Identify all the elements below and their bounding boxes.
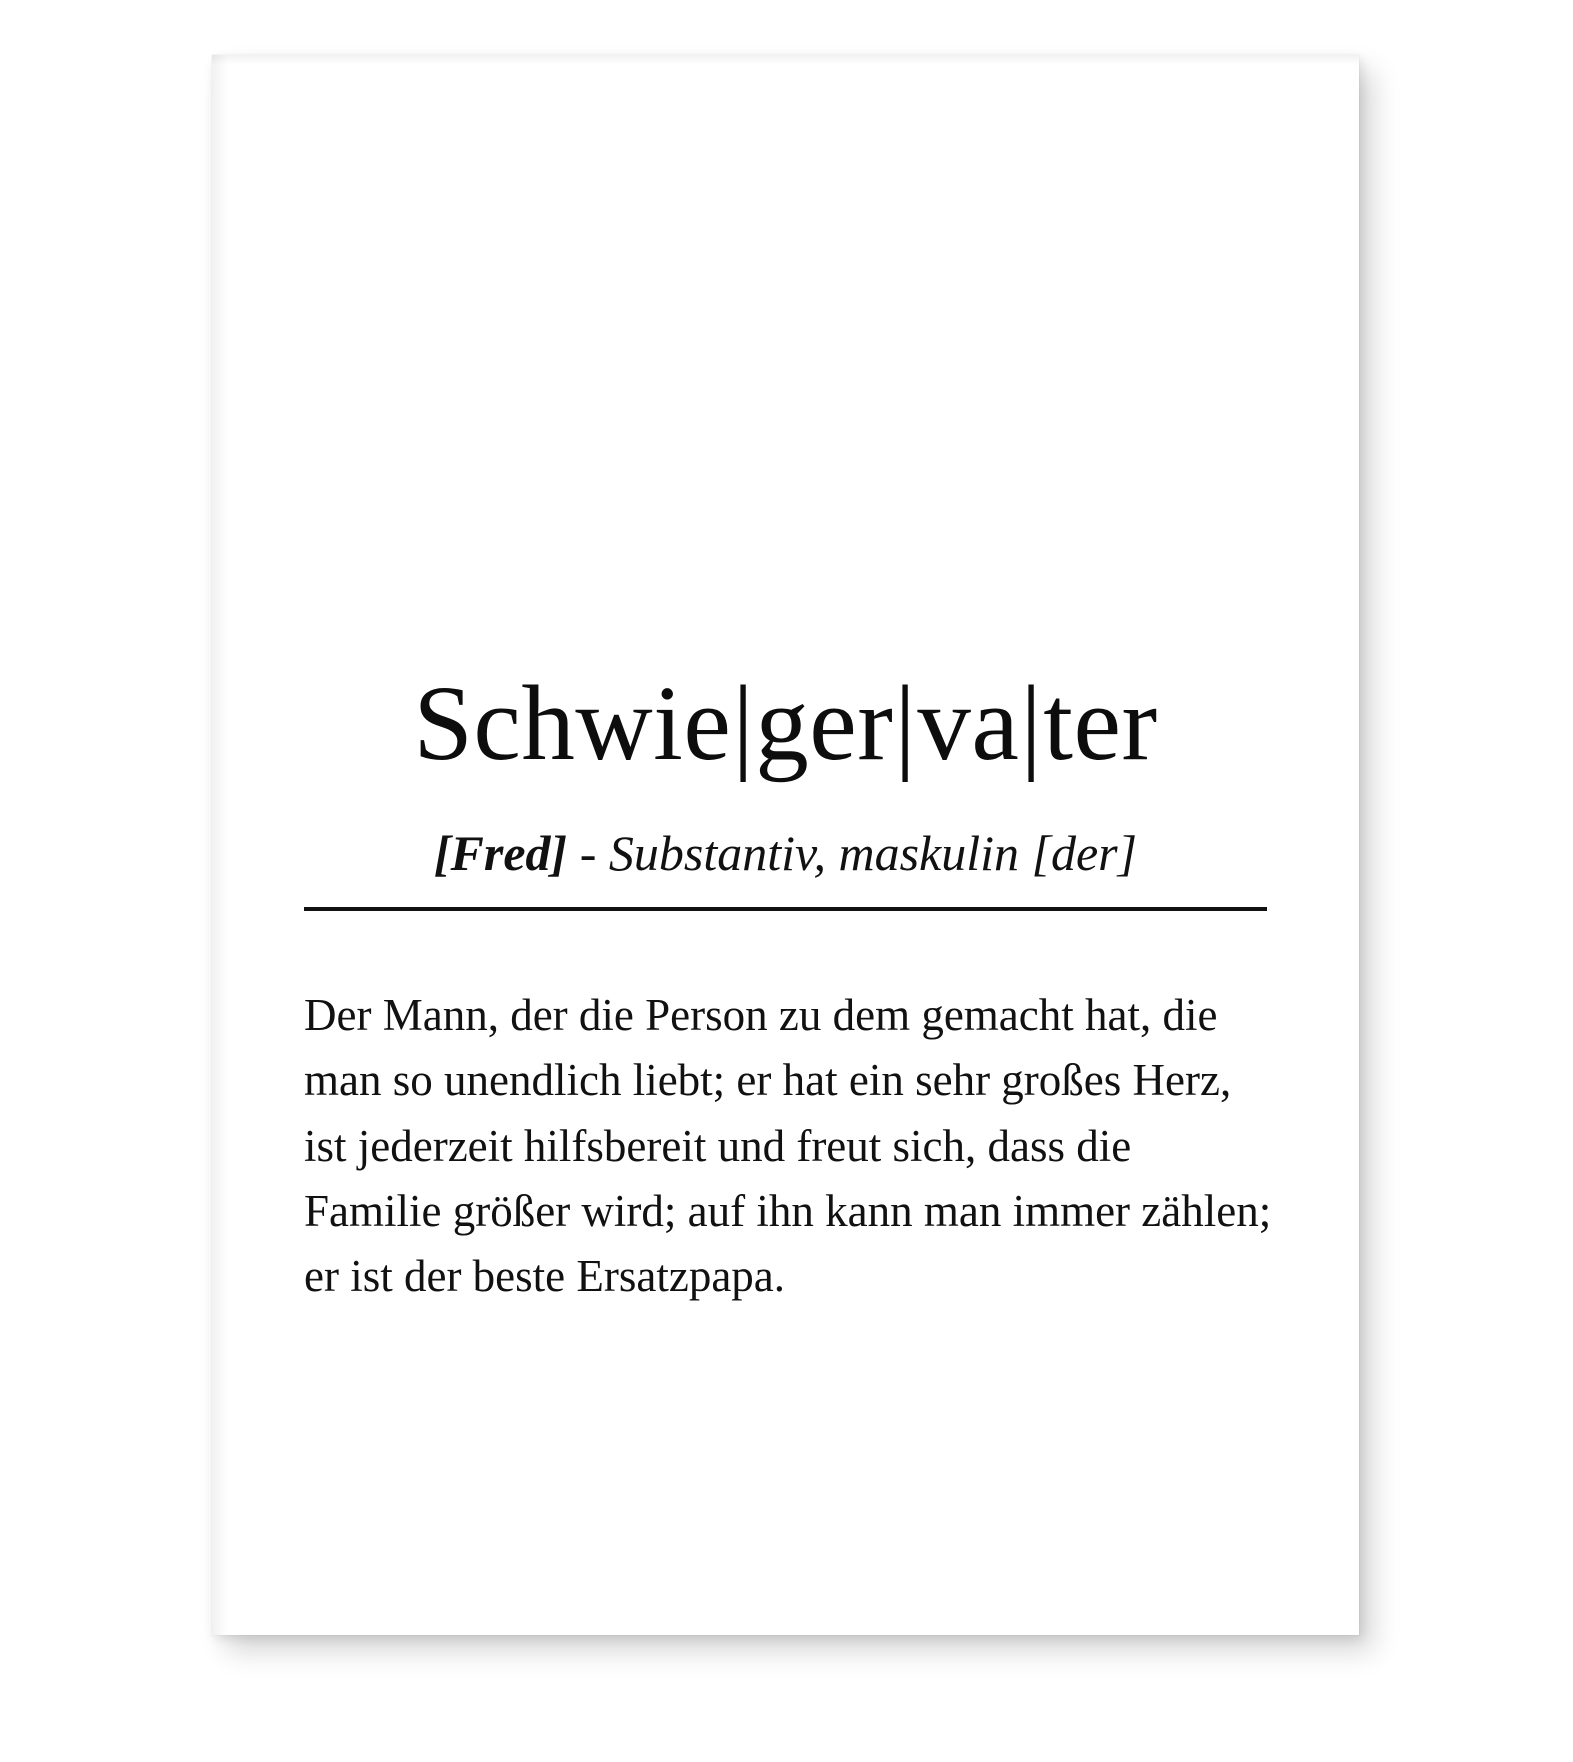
headword-separator-2: |: [894, 665, 917, 783]
headword-syllable-1: Schwie: [413, 665, 732, 783]
headword-syllable-2: ger: [755, 665, 894, 783]
headword-separator-3: |: [1020, 665, 1043, 783]
poster-sheet: [212, 55, 1359, 1635]
subtitle-name: [Fred]: [433, 825, 568, 881]
headword-separator-1: |: [732, 665, 755, 783]
subtitle-line: [290, 823, 1281, 883]
subtitle-dash: -: [567, 825, 609, 881]
subtitle-grammar: Substantiv, maskulin [der]: [608, 825, 1138, 881]
headword-syllable-4: ter: [1043, 665, 1158, 783]
paper-edge-shadow: [212, 55, 228, 1635]
headword: [290, 667, 1281, 783]
divider-rule: [304, 907, 1267, 911]
poster-content: [290, 55, 1281, 1635]
headword-syllable-3: va: [917, 665, 1020, 783]
definition-text: Der Mann, der die Person zu dem gemacht hat, die man so unendlich liebt; er hat ein sehr großes Herz, ist jederzeit hilfsbereit und freut sich, dass die Familie größer wird; auf ihn kann man immer zählen; er ist der beste Ersatzpapa.: [304, 990, 1272, 1301]
